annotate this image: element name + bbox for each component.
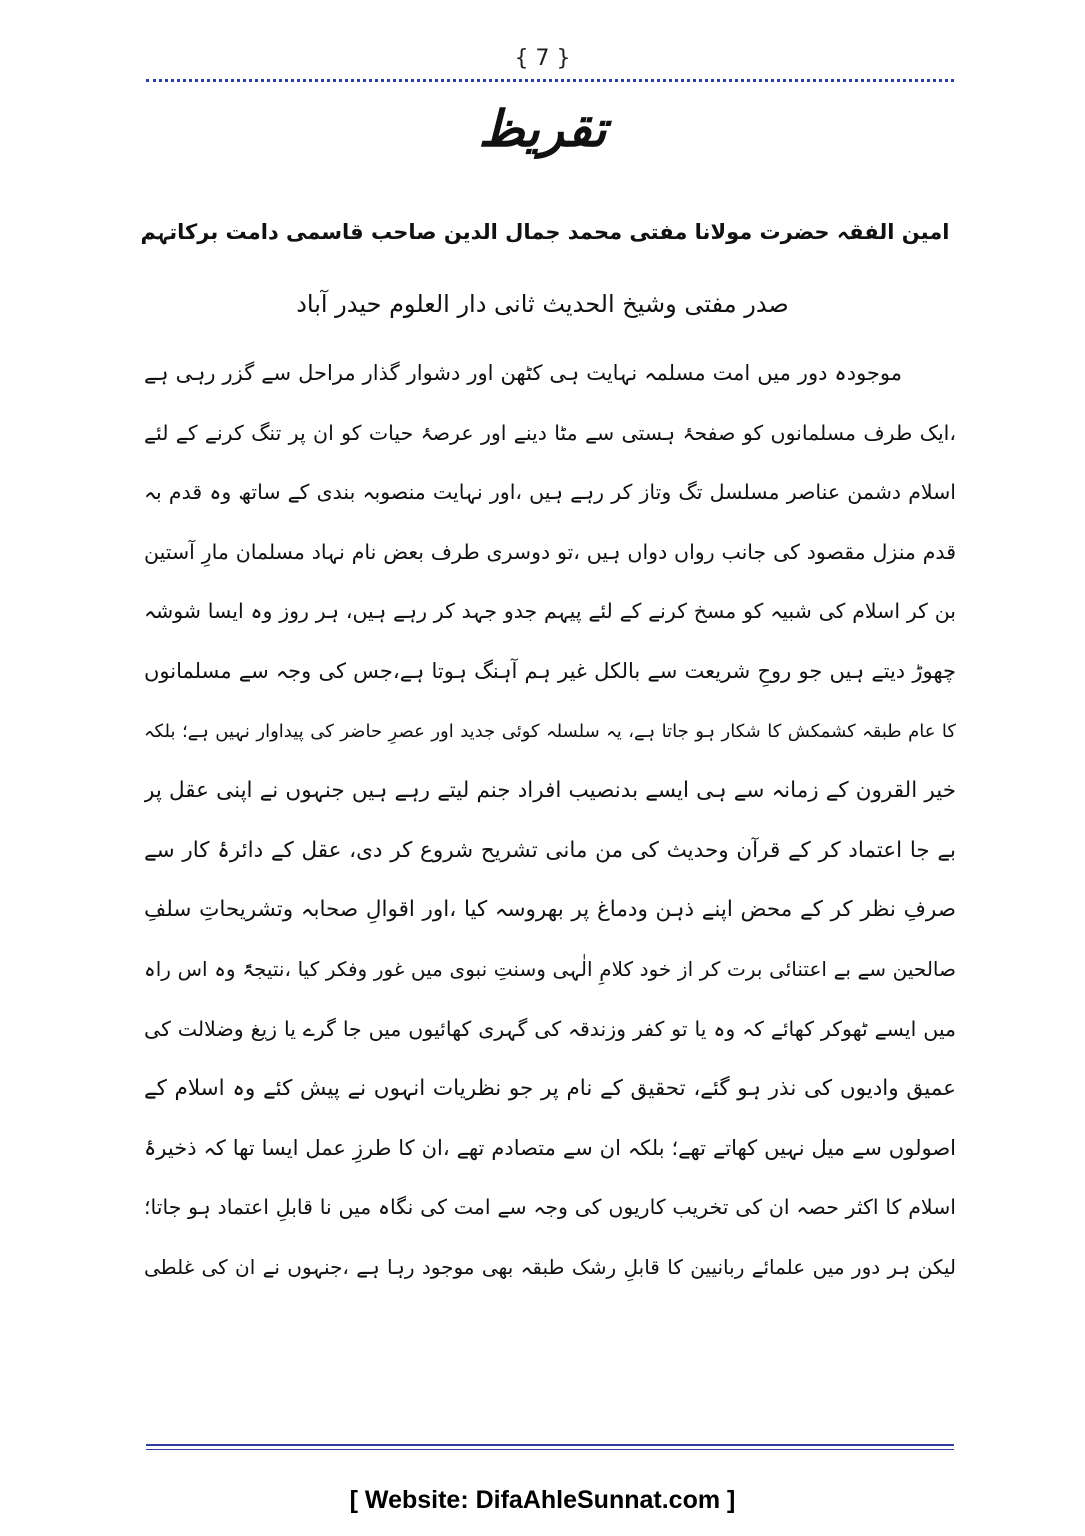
bottom-double-rule [146,1444,954,1450]
text-line: موجودہ دور میں امت مسلمہ نہایت ہی کٹھن اور دشوار گذار مراحل سے گزر رہی ہے [144,361,902,385]
author-name: امین الفقہ حضرت مولانا مفتی محمد جمال الدین صاحب قاسمی دامت برکاتہم [140,220,950,244]
text-line: خیر القرون کے زمانہ سے ہی ایسے بدنصیب افراد جنم لیتے رہے ہیں جنہوں نے اپنی عقل پر [144,778,956,804]
text-line: عمیق وادیوں کی نذر ہو گئے، تحقیق کے نام پر جو نظریات انہوں نے پیش کئے وہ اسلام کے [144,1076,956,1102]
page-title: تقریظ [478,100,607,158]
author-position: صدر مفتی وشیخ الحدیث ثانی دار العلوم حیدر آباد [296,290,789,318]
text-line: صالحین سے بے اعتنائی برت کر از خود کلامِ الٰہی وسنتِ نبوی میں غور وفکر کیا ،نتیجۃً وہ اس راہ [144,956,956,981]
text-line: میں ایسے ٹھوکر کھائے کہ وہ یا تو کفر وزندقہ کی گہری کھائیوں میں جا گرے یا زیغ وضلالت کی [144,1016,956,1041]
text-line: ،ایک طرف مسلمانوں کو صفحۂ ہستی سے مٹا دینے اور عرصۂ حیات کو ان پر تنگ کرنے کے لئے [144,420,956,445]
text-line: بے جا اعتماد کر کے قرآن وحدیث کی من مانی تشریح شروع کر دی، عقل کے دائرۂ کار سے [144,837,956,863]
text-line: اسلام کا اکثر حصہ ان کی تخریب کاریوں کی وجہ سے امت کی نگاہ میں نا قابلِ اعتماد ہو جاتا؛ [144,1195,956,1220]
text-line: صرفِ نظر کر کے محض اپنے ذہن ودماغ پر بھروسہ کیا ،اور اقوالِ صحابہ وتشریحاتِ سلفِ [144,897,956,923]
text-line: قدم منزل مقصود کی جانب رواں دواں ہیں ،تو دوسری طرف بعض نام نہاد مسلمان مارِ آستین [144,539,956,564]
website-footer: [ Website: DifaAhleSunnat.com ] [349,1486,736,1514]
top-dotted-rule [146,79,954,82]
text-line: بن کر اسلام کی شبیہ کو مسخ کرنے کے لئے پیہم جدو جہد کر رہے ہیں، ہر روز وہ ایسا شوشہ [144,599,956,624]
text-line: اسلام دشمن عناصر مسلسل تگ وتاز کر رہے ہیں ،اور نہایت منصوبہ بندی کے ساتھ وہ قدم بہ [144,480,956,505]
text-line: اصولوں سے میل نہیں کھاتے تھے؛ بلکہ ان سے متصادم تھے ،ان کا طرزِ عمل ایسا تھا کہ ذخیرۂ [144,1135,956,1160]
text-line: کا عام طبقہ کشمکش کا شکار ہو جاتا ہے، یہ سلسلہ کوئی جدید اور عصرِ حاضر کی پیداوار نہیں ہے؛ بلکہ [144,720,956,742]
body-text [144,344,956,1298]
text-line: چھوڑ دیتے ہیں جو روحِ شریعت سے بالکل غیر ہم آہنگ ہوتا ہے،جس کی وجہ سے مسلمانوں [144,658,956,683]
text-line: لیکن ہر دور میں علمائے ربانیین کا قابلِ رشک طبقہ بھی موجود رہا ہے ،جنہوں نے ان کی غلطی [144,1254,956,1279]
page-number: { 7 } [514,46,571,71]
